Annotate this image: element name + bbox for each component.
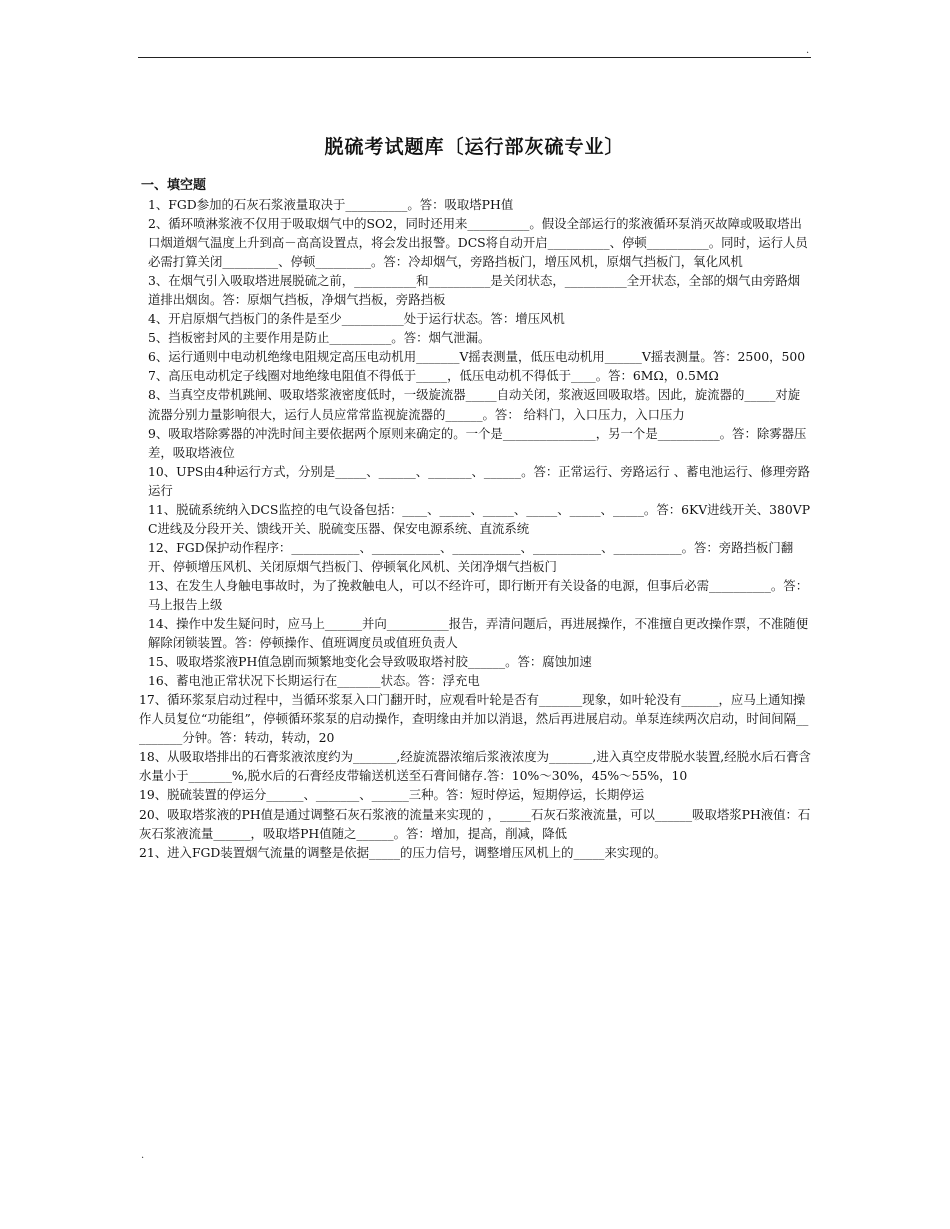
question-item: 14、操作中发生疑问时，应马上______并向__________报告，弄清问题后，再进展操作，不准擅自更改操作票，不准随便解除闭锁装置。答：停顿操作、值班调度员或值班负责人 [148,616,809,651]
question-item: 11、脱硫系统纳入DCS监控的电气设备包括：____、_____、_____、_____、_____、_____。答：6KV进线开关、380VPC进线及分段开关、馈线开关、脱硫变压器、保安电源系统、直流系统 [148,501,811,536]
section-heading-fill-in-blank: 一、填空题 [141,178,207,193]
header-dot-mark: . [806,45,810,56]
question-item: 19、脱硫装置的停运分______、_______、______三种。答：短时停运，短期停运，长期停运 [139,787,645,803]
question-item: 16、蓄电池正常状况下长期运行在_______状态。答：浮充电 [148,673,480,689]
question-item: 17、循环浆泵启动过程中，当循环浆泵入口门翻开时，应观看叶轮是否有_______现象，如叶轮没有______，应马上通知操作人员复位“功能组”，停顿循环浆泵的启动操作，查明缘由并加以消退，然后再进展启动。单泵连续两次启动，时间间隔_________分钟。答：转动，转动，20 [139,692,809,746]
question-item: 13、在发生人身触电事故时，为了挽救触电人，可以不经许可，即行断开有关设备的电源，但事后必需__________。答：马上报告上级 [148,577,809,612]
question-item: 20、吸取塔浆液的PH值是通过调整石灰石浆液的流量来实现的 ，_____石灰石浆液流量，可以______吸取塔浆PH液值：石灰石浆液流量______，吸取塔PH值随之______。答：增加，提高，削减，降低 [139,806,811,841]
question-item: 7、高压电动机定子线圈对地绝缘电阻值不得低于_____，低压电动机不得低于____。答：6MΩ，0.5MΩ [148,368,719,384]
question-item: 8、当真空皮带机跳闸、吸取塔浆液密度低时，一级旋流器_____自动关闭，浆液返回吸取塔。因此，旋流器的_____对旋流器分别力量影响很大，运行人员应常常监视旋流器的______。答： 给料门，入口压力，入口压力 [148,387,801,422]
question-item: 15、吸取塔浆液PH值急剧而频繁地变化会导致吸取塔衬胶______。答：腐蚀加速 [148,654,592,670]
question-item: 18、从吸取塔排出的石膏浆液浓度约为_______,经旋流器浓缩后浆液浓度为_______,进入真空皮带脱水装置,经脱水后石膏含水量小于_______%,脱水后的石膏经皮带输送机送至石膏间储存.答：10%～30%，45%～55%，10 [139,749,811,784]
question-item: 10、UPS由4种运行方式，分别是_____、______、_______、______。答：正常运行、旁路运行 、蓄电池运行、修理旁路运行 [148,463,810,498]
question-item: 4、开启原烟气挡板门的条件是至少__________处于运行状态。答：增压风机 [148,311,565,327]
question-item: 5、挡板密封风的主要作用是防止__________。答：烟气泄漏。 [148,330,491,346]
page-title: 脱硫考试题库〔运行部灰硫专业〕 [324,136,625,158]
question-list [139,195,812,862]
question-item: 21、进入FGD装置烟气流量的调整是依据_____的压力信号，调整增压风机上的_____来实现的。 [139,844,667,860]
question-item: 1、FGD参加的石灰石浆液量取决于__________。答：吸取塔PH值 [148,197,514,212]
footer-dot-mark: . [141,1150,145,1161]
header-rule [138,57,811,58]
question-item: 6、运行通则中电动机绝缘电阻规定高压电动机用_______V摇表测量，低压电动机用______V摇表测量。答：2500，500 [148,349,806,365]
question-item: 12、FGD保护动作程序：___________、___________、___________、___________、___________。答：旁路挡板门翻开、停顿增压风机、关闭原烟气挡板门、停顿氧化风机、关闭净烟气挡板门 [148,539,794,574]
question-item: 9、吸取塔除雾器的冲洗时间主要依据两个原则来确定的。一个是_______________，另一个是__________。答：除雾器压差，吸取塔液位 [148,425,807,460]
question-item: 2、循环喷淋浆液不仅用于吸取烟气中的SO2，同时还用来__________。假设全部运行的浆液循环泵消灭故障或吸取塔出口烟道烟气温度上升到高－高高设置点，将会发出报警。DCS将自动开启__________、停顿__________。同时，运行人员必需打算关闭_________、停顿_________。答：冷却烟气，旁路挡板门，增压风机，原烟气挡板门，氧化风机 [148,216,808,270]
question-item: 3、在烟气引入吸取塔进展脱硫之前，__________和__________是关闭状态，__________全开状态，全部的烟气由旁路烟道排出烟囱。答：原烟气挡板，净烟气挡板，旁路挡板 [148,273,801,308]
